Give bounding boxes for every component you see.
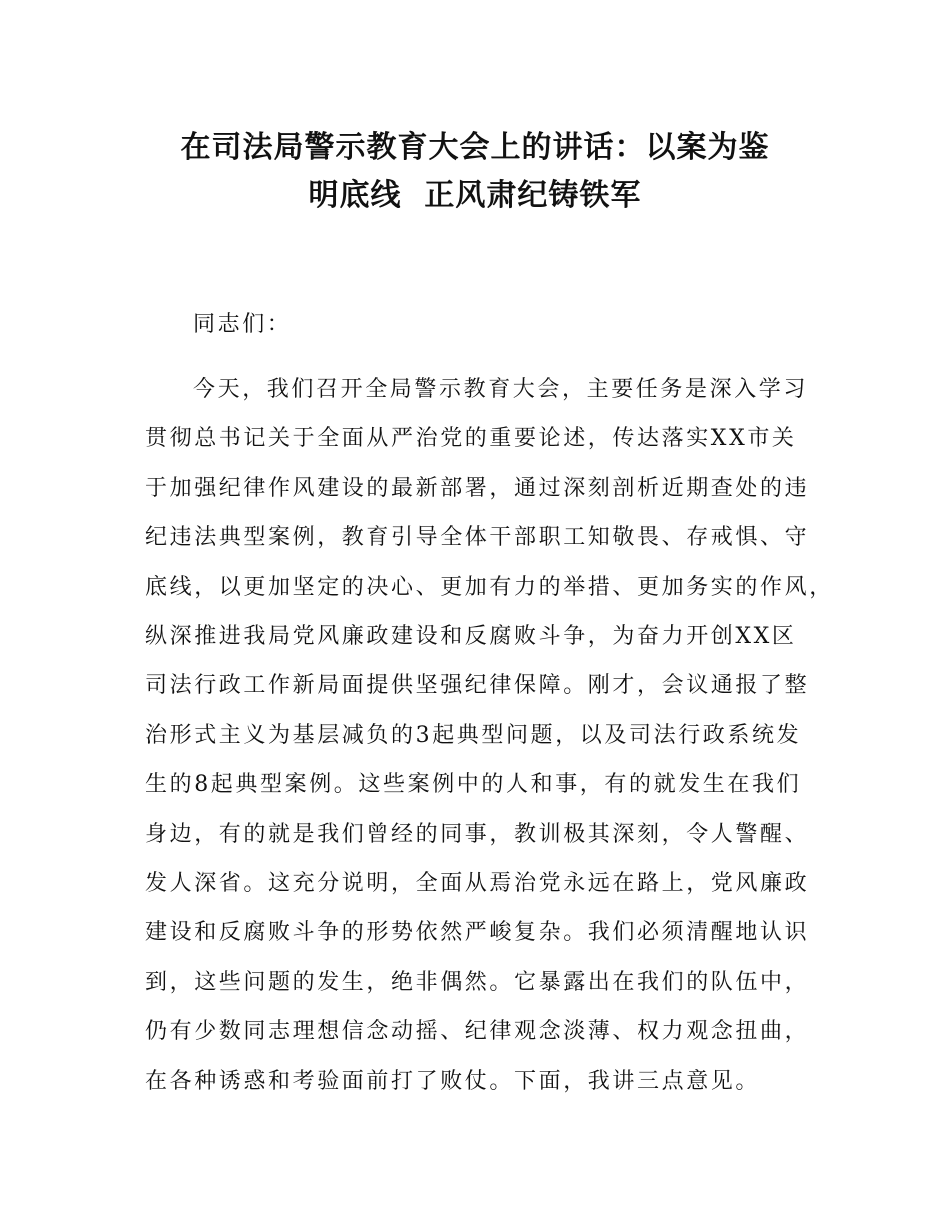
paragraph-line: 于加强纪律作风建设的最新部署，通过深刻剖析近期查处的违 xyxy=(145,475,810,501)
paragraph-line: 纪违法典型案例，教育引导全体干部职工知敬畏、存戒惧、守 xyxy=(145,525,810,551)
paragraph-line: 建设和反腐败斗争的形势依然严峻复杂。我们必须清醒地认识 xyxy=(145,920,810,946)
paragraph-line: 贯彻总书记关于全面从严治党的重要论述，传达落实XX市关 xyxy=(145,426,797,452)
paragraph-line: 司法行政工作新局面提供坚强纪律保障。刚才，会议通报了整 xyxy=(145,673,810,699)
paragraph-line: 生的8起典型案例。这些案例中的人和事，有的就发生在我们 xyxy=(145,772,802,798)
paragraph-line: 底线，以更加坚定的决心、更加有力的举措、更加务实的作风， xyxy=(145,574,834,600)
salutation: 同志们： xyxy=(193,312,292,337)
title-line-1: 在司法局警示教育大会上的讲话：以案为鉴 xyxy=(180,130,770,165)
paragraph-line: 身边，有的就是我们曾经的同事，教训极其深刻，令人警醒、 xyxy=(145,821,810,847)
paragraph-line: 治形式主义为基层减负的3起典型问题，以及司法行政系统发 xyxy=(145,722,802,748)
paragraph-line: 在各种诱惑和考验面前打了败仗。下面，我讲三点意见。 xyxy=(145,1068,761,1094)
title-line-2: 明底线 正风肃纪铸铁军 xyxy=(308,178,642,213)
paragraph-line: 到，这些问题的发生，绝非偶然。它暴露出在我们的队伍中， xyxy=(145,969,810,995)
paragraph-line: 纵深推进我局党风廉政建设和反腐败斗争，为奋力开创XX区 xyxy=(145,624,797,649)
paragraph-line: 仍有少数同志理想信念动摇、纪律观念淡薄、权力观念扭曲， xyxy=(145,1019,810,1045)
paragraph-line: 发人深省。这充分说明，全面从焉治党永远在路上，党风廉政 xyxy=(145,871,810,896)
paragraph-line: 今天，我们召开全局警示教育大会，主要任务是深入学习 xyxy=(193,377,809,402)
